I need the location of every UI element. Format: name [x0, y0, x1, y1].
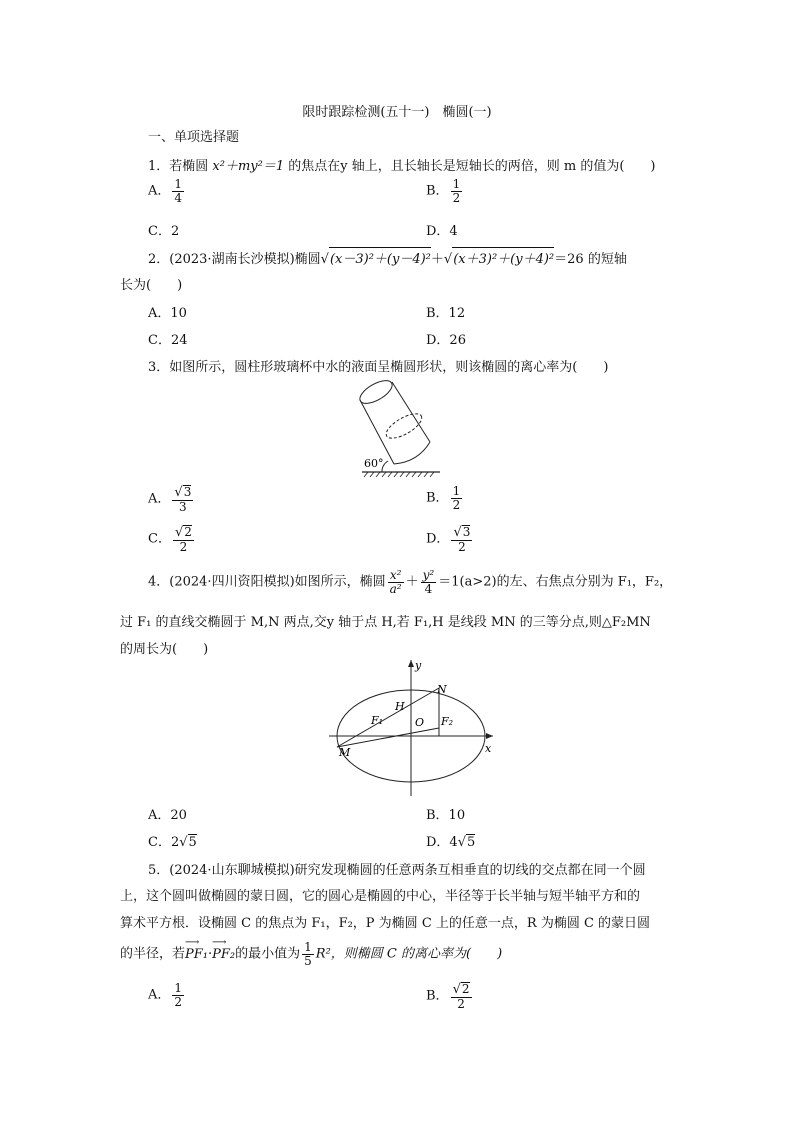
q1-option-c[interactable]: C．2: [148, 224, 180, 239]
q1-option-a[interactable]: A． $\frac{1}{4}$: [148, 177, 183, 205]
question-5: 5．(2024·山东聊城模拟)研究发现椭圆的任意两条互相垂直的切线的交点都在同一个圆: [148, 863, 646, 878]
fig-label-o: O: [415, 716, 425, 729]
angle-label: 60°: [364, 457, 384, 470]
q1-option-d[interactable]: D．4: [426, 224, 458, 239]
question-4-cont2: 的周长为( ): [120, 642, 209, 657]
fig-label-n: N: [437, 683, 447, 696]
q3-option-b[interactable]: B． $\frac{1}{2}$: [426, 484, 461, 512]
q4-option-a[interactable]: A．20: [148, 808, 187, 823]
question-2-cont: 长为( ): [120, 278, 183, 293]
fig-label-y: y: [415, 659, 422, 672]
q5-option-b[interactable]: B． $\frac{√2}{2}$: [426, 982, 470, 1011]
page-title: 限时跟踪检测(五十一) 椭圆(一): [302, 105, 492, 120]
fig-label-x: x: [485, 742, 492, 755]
question-4-cont: 过 F₁ 的直线交椭圆于 M,N 两点,交y 轴于点 H,若 F₁,H 是线段 MN 的三等分点,则△F₂MN: [120, 615, 651, 630]
q2-option-b[interactable]: B．12: [426, 306, 466, 321]
q2-option-a[interactable]: A．10: [148, 306, 187, 321]
ellipse-figure: [325, 656, 497, 798]
question-5-line2: 上，这个圆叫做椭圆的蒙日圆，它的圆心是椭圆的中心，半径等于长半轴与短半轴平方和的: [120, 889, 641, 904]
q2-option-c[interactable]: C．24: [148, 333, 188, 348]
question-1: 1．若椭圆 x²＋my²＝1 的焦点在y 轴上，且长轴长是短轴长的两倍，则 m 的值为( ): [148, 159, 656, 174]
q3-option-a[interactable]: A． $\frac{√3}{3}$: [148, 485, 192, 514]
q5-option-a[interactable]: A． $\frac{1}{2}$: [148, 981, 183, 1009]
q1-option-b[interactable]: B． $\frac{1}{2}$: [426, 177, 461, 205]
fig-label-f2: F₂: [441, 715, 454, 728]
question-3: 3．如图所示，圆柱形玻璃杯中水的液面呈椭圆形状，则该椭圆的离心率为( ): [148, 360, 609, 375]
fig-label-h: H: [395, 700, 405, 713]
q4-option-c[interactable]: C．2√5: [148, 835, 197, 850]
question-5-line4: 的半径，若 ⟶ PF₁· ⟶ PF₂的最小值为 $\frac{1}{5}$ R²，则椭圆 C 的离心率为( ): [120, 936, 503, 968]
question-2: 2．(2023·湖南长沙模拟)椭圆√(x－3)²＋(y－4)²＋√(x＋3)²＋(y＋4)²＝26 的短轴: [148, 247, 627, 267]
q4-option-b[interactable]: B．10: [426, 808, 466, 823]
cylinder-figure: [352, 378, 444, 478]
q3-option-c[interactable]: C． $\frac{√2}{2}$: [148, 525, 192, 554]
q2-option-d[interactable]: D．26: [426, 333, 466, 348]
fig-label-m: M: [339, 746, 351, 759]
section-heading: 一、单项选择题: [148, 130, 240, 145]
question-4: 4．(2024·四川资阳模拟)如图所示，椭圆 $\frac{\text{x²}}{\text{a²}}$ ＋ $\frac{\text{y²}}{4}$ ＝1(a>2)的左、右焦点分别为 F₁，F₂，: [148, 568, 673, 596]
q4-option-d[interactable]: D．4√5: [426, 835, 476, 850]
q3-option-d[interactable]: D． $\frac{√3}{2}$: [426, 525, 471, 554]
fig-label-f1: F₁: [371, 714, 384, 727]
question-5-line3: 算术平方根．设椭圆 C 的焦点为 F₁，F₂，P 为椭圆 C 上的任意一点，R 为椭圆 C 的蒙日圆: [120, 916, 651, 931]
